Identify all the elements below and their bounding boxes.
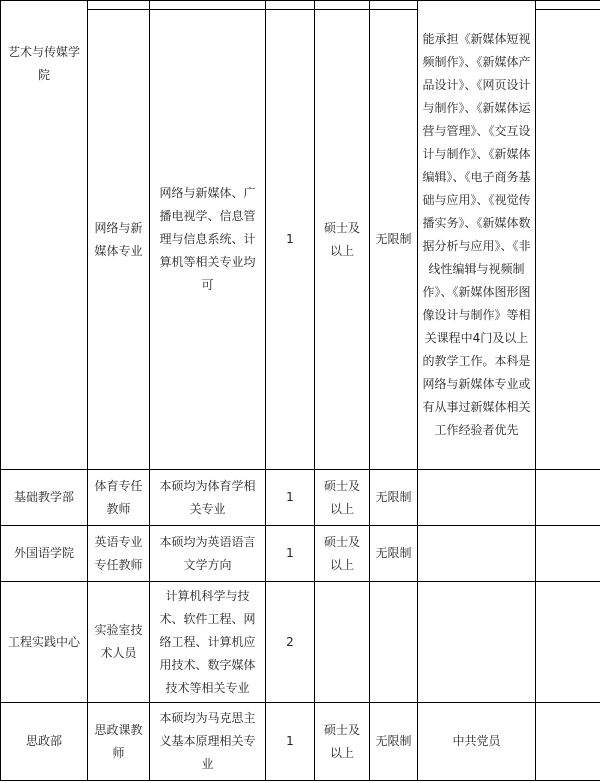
count-cell <box>266 10 315 470</box>
department-cell <box>1 703 88 781</box>
position-cell <box>88 10 150 470</box>
education-cell <box>315 526 370 582</box>
count-value: 2 <box>286 634 294 649</box>
position-label: 网络与新媒体专业 <box>94 220 143 258</box>
count-cell <box>266 526 315 582</box>
extra-cell <box>536 582 600 703</box>
extra-cell <box>536 703 600 781</box>
position-label: 实验室技术人员 <box>94 623 143 660</box>
count-value: 1 <box>286 232 294 246</box>
major-cell <box>150 582 266 703</box>
age-cell <box>370 10 418 470</box>
count-value: 1 <box>286 734 294 748</box>
count-value: 1 <box>286 490 294 504</box>
major-cell <box>150 526 266 582</box>
position-cell <box>88 470 150 526</box>
extra-cell <box>536 526 600 582</box>
age-cell <box>370 526 418 582</box>
requirements-cell <box>418 526 536 582</box>
age-cell <box>370 470 418 526</box>
requirements-text: 能承担《新媒体短视频制作》、《新媒体产品设计》、《网页设计与制作》、《新媒体运营与管理》、《交互设计与制作》、《新媒体编辑》、《电子商务基础与应用》、《视觉传播实务》、《新媒体数据分析与应用》、《非线性编辑与视频制作》、《新媒体图形图像设计与制作》等相关课程中4门及以上的教学工作。本科是网络与新媒体专业或有从事过新媒体相关工作经验者优先 <box>422 32 531 437</box>
table-top-strip <box>1 1 600 10</box>
table-row <box>1 470 600 526</box>
empty-cell <box>150 1 266 10</box>
education-cell <box>315 582 370 703</box>
age-value: 无限制 <box>375 232 412 246</box>
count-cell <box>266 703 315 781</box>
department-label: 工程实践中心 <box>7 634 80 649</box>
education-cell <box>315 703 370 781</box>
extra-cell <box>536 10 600 470</box>
empty-cell <box>536 1 600 10</box>
extra-cell <box>536 470 600 526</box>
position-label: 体育专任教师 <box>94 478 143 516</box>
education-value: 硕士及以上 <box>323 220 360 258</box>
department-cell <box>1 582 88 703</box>
education-cell <box>315 10 370 470</box>
requirements-text: 中共党员 <box>452 734 501 748</box>
age-cell <box>370 582 418 703</box>
requirements-cell <box>418 703 536 781</box>
major-cell <box>150 470 266 526</box>
age-value: 无限制 <box>375 490 412 504</box>
position-label: 思政课教师 <box>94 722 143 760</box>
position-cell <box>88 526 150 582</box>
count-cell <box>266 582 315 703</box>
education-cell <box>315 470 370 526</box>
major-text: 本硕均为体育学相关专业 <box>159 478 256 516</box>
department-label: 外国语学院 <box>13 546 74 560</box>
empty-cell <box>315 1 370 10</box>
count-value: 1 <box>286 546 294 560</box>
department-label: 思政部 <box>25 734 62 748</box>
department-cell <box>1 526 88 582</box>
department-label: 基础教学部 <box>13 490 74 504</box>
education-value: 硕士及以上 <box>323 478 360 516</box>
age-value: 无限制 <box>375 734 412 748</box>
major-text: 计算机科学与技术、软件工程、网络工程、计算机应用技术、数字媒体技术等相关专业 <box>159 588 256 695</box>
empty-cell <box>266 1 315 10</box>
major-cell <box>150 10 266 470</box>
empty-cell <box>88 1 150 10</box>
table-row <box>1 582 600 703</box>
age-cell <box>370 703 418 781</box>
age-value: 无限制 <box>375 546 412 560</box>
requirements-cell <box>418 1 536 470</box>
major-cell <box>150 703 266 781</box>
major-text: 网络与新媒体、广播电视学、信息管理与信息系统、计算机等相关专业均可 <box>159 186 256 292</box>
major-text: 本硕均为英语语言文学方向 <box>159 534 256 572</box>
count-cell <box>266 470 315 526</box>
department-cell <box>1 1 88 470</box>
requirements-cell <box>418 582 536 703</box>
position-cell <box>88 703 150 781</box>
table-row <box>1 526 600 582</box>
department-label: 艺术与传媒学院 <box>7 45 80 82</box>
education-value: 硕士及以上 <box>323 534 360 572</box>
major-text: 本硕均为马克思主义基本原理相关专业 <box>159 711 256 771</box>
requirements-cell <box>418 470 536 526</box>
empty-cell <box>370 1 418 10</box>
table-row <box>1 703 600 781</box>
position-label: 英语专业专任教师 <box>94 534 143 572</box>
position-cell <box>88 582 150 703</box>
department-cell <box>1 470 88 526</box>
education-value: 硕士及以上 <box>323 722 360 760</box>
